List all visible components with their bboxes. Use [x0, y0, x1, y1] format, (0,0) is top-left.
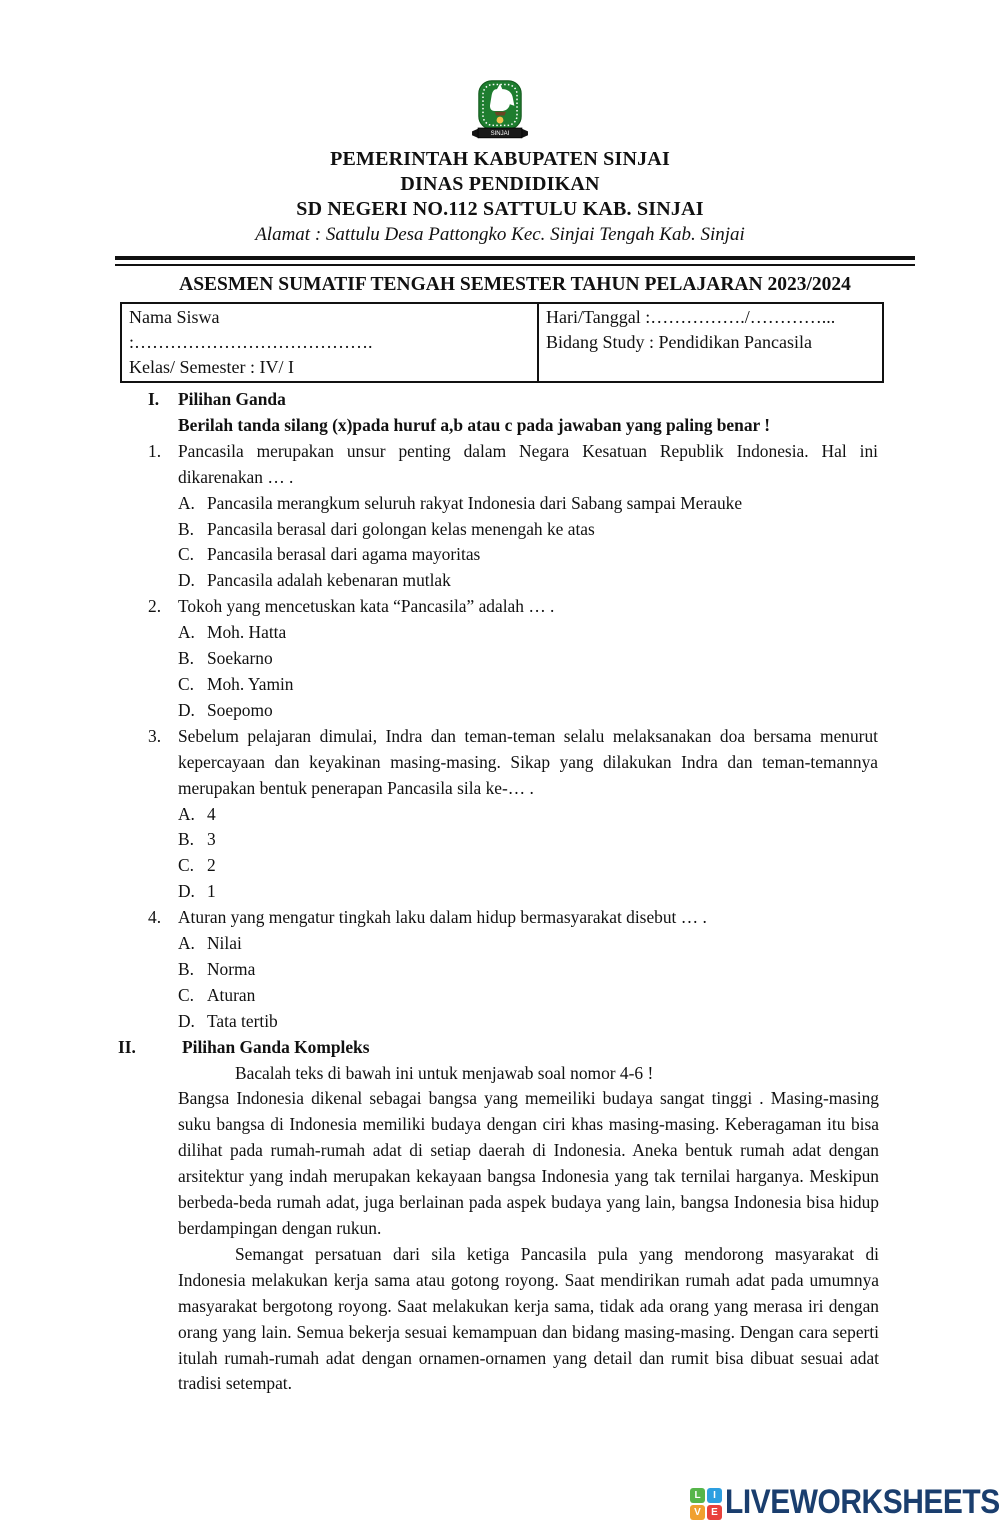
question-1-number: 1. [148, 440, 162, 461]
question-2-option-d [178, 698, 1000, 724]
question-4-number: 4. [148, 907, 162, 928]
student-info-table [120, 302, 884, 383]
option-text: Tata tertib [207, 1010, 278, 1031]
section-2-title: Pilihan Ganda Kompleks [182, 1036, 370, 1057]
section-2-numeral: II. [118, 1036, 136, 1057]
question-3-text: Sebelum pelajaran dimulai, Indra dan teman-teman selalu melaksanakan doa bersama menurut kepercayaan dan keyakinan masing-masing. Sikap yang dilakukan Indra dan teman-temannya merupakan bentuk penerapan Pancasila sila ke-… . [178, 725, 878, 798]
option-text: Soekarno [207, 648, 273, 669]
question-1-option-c [178, 542, 1000, 568]
question-1 [148, 439, 1000, 491]
exam-body [0, 387, 1000, 1397]
option-text: Pancasila berasal dari agama mayoritas [207, 544, 481, 565]
class-semester-label: Kelas/ Semester : IV/ I [129, 357, 294, 377]
section-2-heading [118, 1035, 1000, 1061]
emblem-banner-text: SINJAI [490, 131, 510, 138]
question-4-option-d [178, 1009, 1000, 1035]
subject-label: Bidang Study : Pendidikan Pancasila [546, 332, 812, 352]
question-2-option-b [178, 646, 1000, 672]
logo-tile-e: E [707, 1505, 722, 1520]
option-text: Moh. Yamin [207, 673, 294, 694]
letterhead [0, 0, 1000, 247]
liveworksheets-wordmark: LIVEWORKSHEETS [725, 1483, 1000, 1521]
option-text: Nilai [207, 933, 242, 954]
option-letter: A. [178, 492, 195, 513]
section-2-instruction: Bacalah teks di bawah ini untuk menjawab soal nomor 4-6 ! [235, 1062, 654, 1083]
option-letter: B. [178, 518, 194, 539]
logo-tile-l: L [690, 1488, 705, 1503]
question-3 [148, 724, 1000, 802]
question-4-option-c [178, 983, 1000, 1009]
section-1-title: Pilihan Ganda [178, 389, 286, 409]
school-name: SD NEGERI NO.112 SATTULU KAB. SINJAI [296, 198, 704, 220]
question-3-option-b [178, 827, 1000, 853]
option-text: Norma [207, 958, 256, 979]
option-letter: D. [178, 1010, 195, 1031]
sinjai-regency-emblem-icon [461, 80, 539, 142]
exam-title: ASESMEN SUMATIF TENGAH SEMESTER TAHUN PELAJARAN 2023/2024 [179, 274, 851, 295]
question-3-option-d [178, 879, 1000, 905]
option-letter: C. [178, 673, 194, 694]
question-1-option-a [178, 491, 1000, 517]
name-label: Nama Siswa [129, 307, 220, 327]
option-letter: C. [178, 984, 194, 1005]
option-letter: D. [178, 699, 195, 720]
passage-paragraph-2: Semangat persatuan dari sila ketiga Pancasila pula yang mendorong masyarakat di Indonesia melakukan kerja sama atau gotong royong. Saat mendirikan rumah adat pada umumnya masyarakat bergotong royong. Saat melakukan kerja sama, tidak ada orang yang merasa iri dengan orang yang lain. Semua bekerja sesuai kemampuan dan bidang masing-masing. Dengan cara seperti itulah rumah-rumah adat dengan ornamen-ornamen yang detail dan rumit bisa dibuat sesuai adat tradisi setempat. [178, 1243, 879, 1394]
school-address: Alamat : Sattulu Desa Pattongko Kec. Sinjai Tengah Kab. Sinjai [255, 224, 745, 245]
option-letter: C. [178, 855, 194, 876]
option-text: Pancasila merangkum seluruh rakyat Indonesia dari Sabang sampai Merauke [207, 492, 743, 513]
option-letter: C. [178, 544, 194, 565]
question-1-option-b [178, 517, 1000, 543]
reading-passage [178, 1061, 879, 1398]
table-row [121, 303, 883, 382]
option-letter: B. [178, 648, 194, 669]
section-1-instruction: Berilah tanda silang (x)pada huruf a,b atau c pada jawaban yang paling benar ! [178, 414, 771, 435]
option-letter: B. [178, 958, 194, 979]
question-3-option-c [178, 853, 1000, 879]
liveworksheets-icon [690, 1488, 722, 1520]
option-text: 4 [207, 803, 216, 824]
option-text: 3 [207, 829, 216, 850]
date-label: Hari/Tanggal :……………./…………... [546, 307, 836, 327]
option-letter: A. [178, 803, 195, 824]
question-3-number: 3. [148, 725, 162, 746]
question-2-option-c [178, 672, 1000, 698]
department-name: DINAS PENDIDIKAN [400, 173, 600, 195]
option-letter: A. [178, 933, 195, 954]
section-1-heading [148, 387, 1000, 413]
government-name: PEMERINTAH KABUPATEN SINJAI [330, 148, 670, 170]
option-letter: D. [178, 881, 195, 902]
option-text: 2 [207, 855, 216, 876]
option-text: Pancasila berasal dari golongan kelas menengah ke atas [207, 518, 595, 539]
question-1-option-d [178, 568, 1000, 594]
question-4-text: Aturan yang mengatur tingkah laku dalam hidup bermasyarakat disebut … . [178, 907, 707, 928]
option-letter: D. [178, 570, 195, 591]
question-1-text: Pancasila merupakan unsur penting dalam Negara Kesatuan Republik Indonesia. Hal ini dikarenakan … . [178, 440, 878, 487]
logo-tile-i: I [707, 1488, 722, 1503]
question-4-option-a [178, 931, 1000, 957]
option-text: 1 [207, 881, 216, 902]
question-2 [148, 594, 1000, 620]
logo-tile-v: V [690, 1505, 705, 1520]
name-blank-line: :…………………………………. [129, 332, 373, 352]
student-info-right-cell [538, 303, 883, 382]
question-2-number: 2. [148, 596, 162, 617]
passage-paragraph-1: Bangsa Indonesia dikenal sebagai bangsa yang memeiliki budaya sangat tinggi . Masing-masing suku bangsa di Indonesia memiliki budaya dengan ciri khas masing-masing. Keberagaman itu bisa dilihat pada rumah-rumah adat di setiap daerah di Indonesia. Aneka bentuk rumah adat dengan arsitektur yang indah merupakan kekayaan bangsa Indonesia yang tak ternilai harganya. Meskipun berbeda-beda rumah adat, juga berlainan pada aspek budaya yang lain, bangsa Indonesia bisa hidup berdampingan dengan rukun. [178, 1088, 879, 1238]
question-2-text: Tokoh yang mencetuskan kata “Pancasila” adalah … . [178, 596, 555, 617]
question-2-option-a [178, 620, 1000, 646]
section-1-numeral: I. [148, 389, 160, 409]
question-4-option-b [178, 957, 1000, 983]
student-info-left-cell [121, 303, 538, 382]
option-text: Moh. Hatta [207, 622, 287, 643]
option-text: Aturan [207, 984, 256, 1005]
option-text: Pancasila adalah kebenaran mutlak [207, 570, 451, 591]
option-letter: A. [178, 622, 195, 643]
question-4 [148, 905, 1000, 931]
letterhead-divider [115, 256, 915, 266]
liveworksheets-logo [690, 1483, 1000, 1522]
question-3-option-a [178, 802, 1000, 828]
option-letter: B. [178, 829, 194, 850]
option-text: Soepomo [207, 699, 273, 720]
